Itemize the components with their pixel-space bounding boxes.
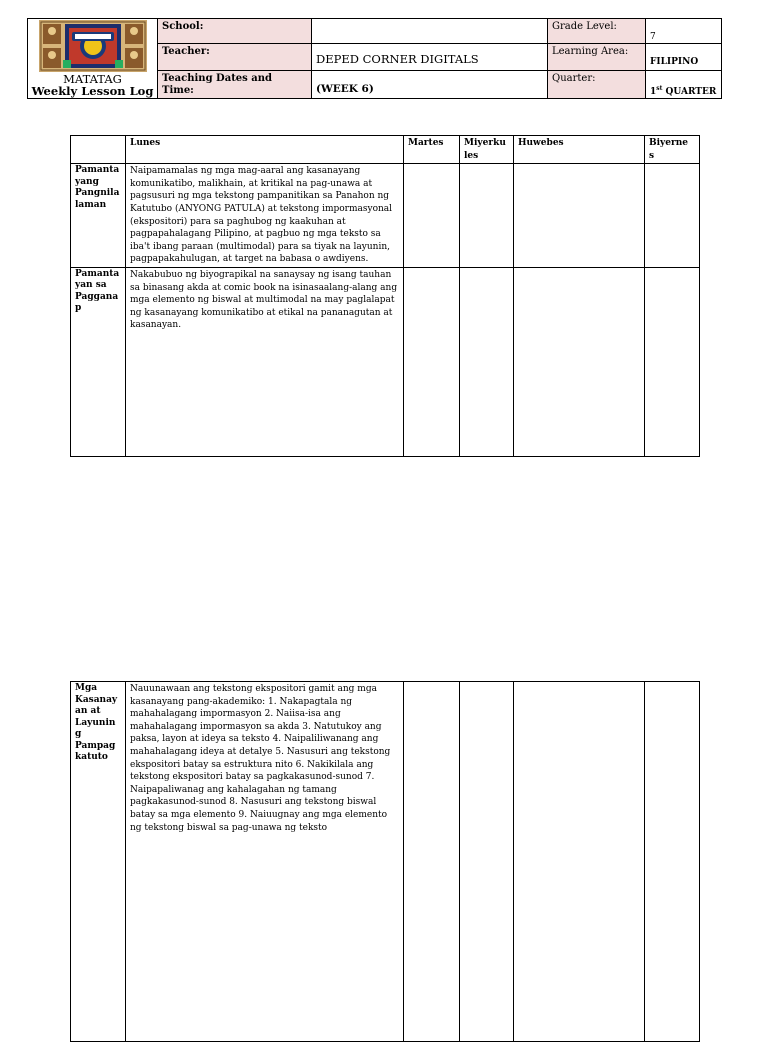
logo-cell bbox=[28, 19, 158, 99]
quarter-text: QUARTER bbox=[662, 87, 717, 97]
col-header-huwebes: Huwebes bbox=[514, 136, 645, 164]
cell-martes[interactable] bbox=[404, 267, 460, 456]
content-standard-text[interactable]: Naipamamalas ng mga mag-aaral ang kasanayang komunikatibo, malikhain, at kritikal na pag-unawa at pagsusuri ng mga tekstong pampanitikan sa Panahon ng Katutubo (ANYONG PATULA) at tekstong impormasyonal (ekspositori) para sa paghubog ng kaakuhan at pagpapahalagang Pilipino, at pagbuo ng mga teksto sa iba't ibang paraan (multimodal) para sa tiyak na layunin, pagpapakahulugan, at target na babasa o awdiyens. bbox=[126, 164, 404, 268]
performance-standard-text[interactable]: Nakabubuo ng biyograpikal na sanaysay ng isang tauhan sa binasang akda at comic book na isinasaalang-alang ang mga elemento ng biswal at multimodal na may paglalapat ng kasanayang komunikatibo at etikal na pananagutan at kasanayan. bbox=[126, 267, 404, 456]
weekly-plan-table bbox=[70, 135, 700, 457]
col-header-miyerkules: Miyerku les bbox=[460, 136, 514, 164]
logo-subtitle: Weekly Lesson Log bbox=[31, 84, 154, 98]
teaching-dates-value[interactable]: (WEEK 6) bbox=[312, 71, 548, 99]
cell-miyerkules[interactable] bbox=[460, 164, 514, 268]
col-header-martes: Martes bbox=[404, 136, 460, 164]
row-header-content-standard: Pamanta yang Pangnila laman bbox=[71, 164, 126, 268]
learning-competencies-table bbox=[70, 681, 700, 1042]
cell-martes[interactable] bbox=[404, 682, 460, 1042]
cell-miyerkules[interactable] bbox=[460, 682, 514, 1042]
learning-area-value[interactable]: FILIPINO bbox=[646, 44, 722, 71]
teacher-value[interactable]: DEPED CORNER DIGITALS bbox=[312, 44, 548, 71]
table-row bbox=[71, 164, 700, 268]
teacher-label: Teacher: bbox=[158, 44, 312, 71]
logo-image bbox=[39, 20, 147, 72]
cell-huwebes[interactable] bbox=[514, 682, 645, 1042]
quarter-suffix: st bbox=[656, 85, 663, 92]
school-value[interactable] bbox=[312, 19, 548, 44]
teaching-dates-label: Teaching Dates and Time: bbox=[158, 71, 312, 99]
quarter-number: 1 bbox=[650, 87, 657, 97]
quarter-label: Quarter: bbox=[548, 71, 646, 99]
col-header-biyernes: Biyerne s bbox=[645, 136, 700, 164]
grade-level-label: Grade Level: bbox=[548, 19, 646, 44]
row-header-learning-competencies: Mga Kasanay an at Layunin g Pampag katuto bbox=[71, 682, 126, 1042]
cell-biyernes[interactable] bbox=[645, 267, 700, 456]
cell-huwebes[interactable] bbox=[514, 164, 645, 268]
cell-martes[interactable] bbox=[404, 164, 460, 268]
quarter-value[interactable] bbox=[646, 71, 722, 99]
cell-biyernes[interactable] bbox=[645, 682, 700, 1042]
corner-cell bbox=[71, 136, 126, 164]
cell-biyernes[interactable] bbox=[645, 164, 700, 268]
table-row bbox=[71, 267, 700, 456]
learning-area-label: Learning Area: bbox=[548, 44, 646, 71]
learning-competencies-text[interactable]: Nauunawaan ang tekstong ekspositori gamit ang mga kasanayang pang-akademiko: 1. Nakapagtala ng mahahalagang impormasyon 2. Naiisa-isa ang mahahalagang impormasyon sa akda 3. Natutukoy ang paksa, layon at ideya sa teksto 4. Naipaliliwanang ang mahahalagang ideya at detalye 5. Nasusuri ang tekstong ekspositori batay sa estruktura nito 6. Nakikilala ang tekstong ekspositori batay sa pagkakasunod-sunod 7. Naipapaliwanag ang kahalagahan ng tamang pagkakasunod-sunod 8. Nasusuri ang tekstong biswal batay sa mga elemento 9. Naiuugnay ang mga elemento ng tekstong biswal sa pag-unawa ng teksto bbox=[126, 682, 404, 1042]
grade-level-value[interactable]: 7 bbox=[646, 19, 722, 44]
logo-title: MATATAG bbox=[63, 72, 122, 86]
cell-miyerkules[interactable] bbox=[460, 267, 514, 456]
col-header-lunes: Lunes bbox=[126, 136, 404, 164]
school-label: School: bbox=[158, 19, 312, 44]
deped-corner-logo bbox=[39, 20, 147, 72]
cell-huwebes[interactable] bbox=[514, 267, 645, 456]
table-row bbox=[71, 682, 700, 1042]
row-header-performance-standard: Pamanta yan sa Paggana p bbox=[71, 267, 126, 456]
lesson-log-header bbox=[27, 18, 722, 99]
